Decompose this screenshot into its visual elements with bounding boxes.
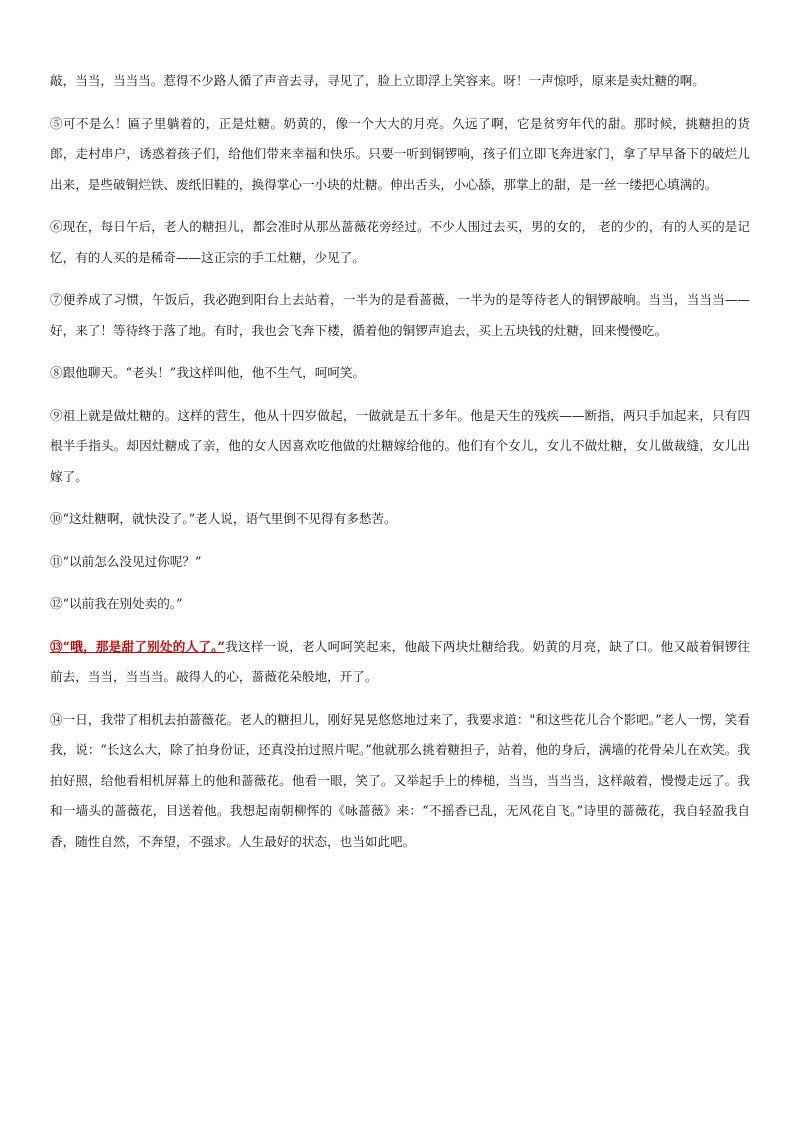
paragraph-9: ⑨祖上就是做灶糖的。这样的营生，他从十四岁做起，一做就是五十多年。他是天生的残疾——断指，两只手加起来，只有四根半手指头。却因灶糖成了亲，他的女人因喜欢吃他做的灶糖嫁给他的。他们有个女儿，女儿不做灶糖，女儿做裁缝，女儿出嫁了。 [50, 407, 750, 484]
paragraph-continuation: 敲，当当，当当当。惹得不少路人循了声音去寻，寻见了，脸上立即浮上笑容来。呀！一声惊呼，原来是卖灶糖的啊。 [50, 73, 705, 88]
essay-body [50, 66, 750, 869]
paragraph-5: ⑤可不是么！匾子里躺着的，正是灶糖。奶黄的，像一个大大的月亮。久远了啊，它是贫穷年代的甜。那时候，挑糖担的货郎，走村串户，诱惑着孩子们，给他们带来幸福和快乐。只要一听到铜锣响，孩子们立即飞奔进家门，拿了早早备下的破烂儿出来，是些破铜烂铁、废纸旧鞋的，换得掌心一小块的灶糖。伸出舌头，小心舔，那掌上的甜，是一丝一缕把心填满的。 [50, 115, 750, 192]
paragraph-12: ⑫“以前我在别处卖的。” [50, 596, 183, 611]
paragraph-14: ⑭一日，我带了相机去拍蔷薇花。老人的糖担儿，刚好晃晃悠悠地过来了，我要求道："和这些花儿合个影吧。”老人一愣，笑看我，说：“长这么大，除了拍身份证，还真没拍过照片呢。”他就那么挑着糖担子，站着，他的身后，满墙的花骨朵儿在欢笑。我拍好照，给他看相机屏幕上的他和蔷薇花。他看一眼，笑了。又举起手上的棒槌，当当，当当当，这样敲着，慢慢走远了。我和一墙头的蔷薇花，目送着他。我想起南朝柳恽的《咏蔷薇》来：“不摇香已乱，无风花自飞。”诗里的蔷薇花，我自轻盈我自香，随性自然，不奔望，不强求。人生最好的状态，也当如此吧。 [50, 711, 750, 849]
paragraph-13 [50, 632, 750, 693]
paragraph-13-rest: 我这样一说，老人呵呵笑起来，他敲下两块灶糖给我。奶黄的月亮，缺了口。他又敲着铜锣往前去，当当，当当当。敲得人的心，蔷薇花朵般地，开了。 [50, 638, 750, 684]
paragraph-6: ⑥现在，每日午后，老人的糖担儿，都会准时从那丛蔷薇花旁经过。不少人围过去买，男的女的， 老的少的，有的人买的是记忆，有的人买的是稀奇——这正宗的手工灶糖，少见了。 [50, 219, 750, 265]
paragraph-8: ⑧跟他聊天。“老头！”我这样叫他，他不生气，呵呵笑。 [50, 365, 366, 380]
paragraph-7: ⑦便养成了习惯，午饭后，我必跑到阳台上去站着，一半为的是看蔷薇，一半为的是等待老人的铜锣敲响。当当，当当当——好，来了！等待终于落了地。有时，我也会飞奔下楼，循着他的铜锣声追去，买上五块钱的灶糖，回来慢慢吃。 [50, 292, 750, 338]
highlighted-quote: ⑬“哦，那是甜了别处的人了。” [50, 638, 225, 654]
paragraph-11: ⑪“以前怎么没见过你呢？” [50, 553, 202, 569]
paragraph-10: ⑩“这灶糖啊，就快没了。”老人说，语气里倒不见得有多愁苦。 [50, 511, 397, 526]
